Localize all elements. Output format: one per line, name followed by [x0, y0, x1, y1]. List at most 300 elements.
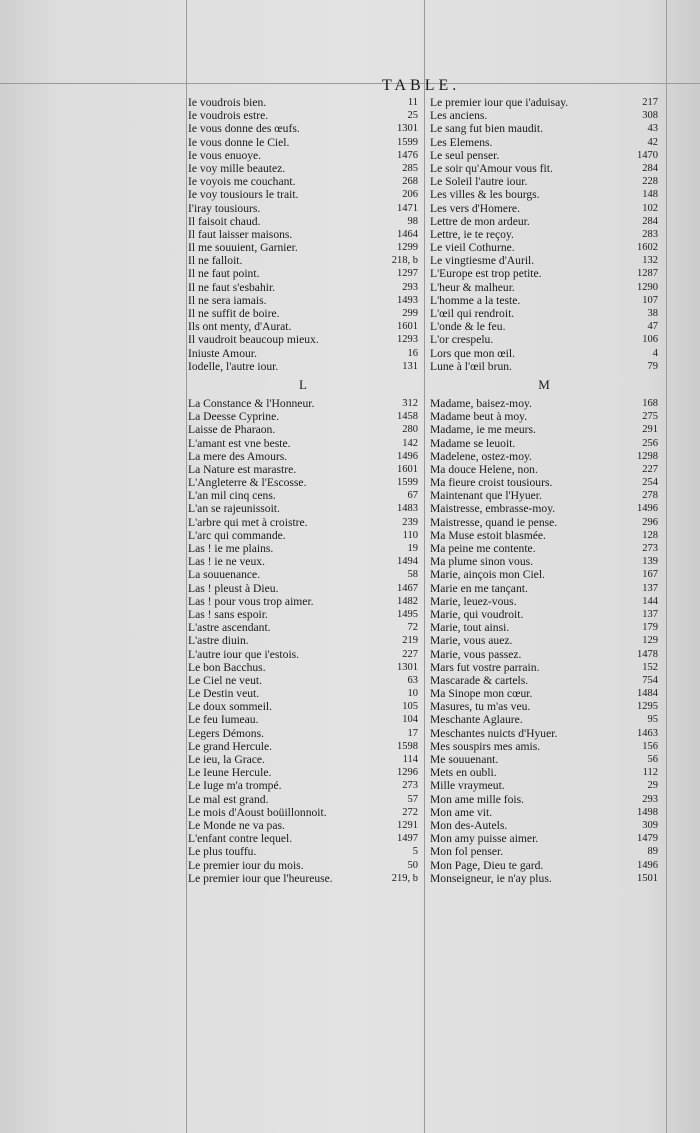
entry-title: Le grand Hercule.	[188, 739, 273, 753]
entry-page-number: 98	[407, 215, 418, 227]
entry-page-number: 1458	[397, 411, 418, 423]
entry-page-number: 1482	[397, 595, 418, 607]
entry-page-number: 179	[642, 622, 658, 634]
index-entry	[188, 333, 418, 346]
entry-title: I'iray tousiours.	[188, 201, 261, 215]
entry-title: Il vaudroit beaucoup mieux.	[188, 333, 319, 347]
index-entry	[430, 700, 658, 713]
index-entry	[430, 595, 658, 608]
entry-page-number: 29	[647, 780, 658, 792]
column-divider-rule	[424, 0, 425, 1133]
index-entry	[188, 463, 418, 476]
entry-page-number: 42	[647, 136, 658, 148]
entry-page-number: 227	[402, 648, 418, 660]
index-entry	[188, 753, 418, 766]
entry-title: Maintenant que l'Hyuer.	[430, 489, 542, 503]
entry-page-number: 112	[642, 767, 658, 779]
index-entry	[430, 555, 658, 568]
index-entry	[430, 608, 658, 621]
index-entry	[430, 766, 658, 779]
entry-page-number: 128	[642, 529, 658, 541]
entry-title: L'Europe est trop petite.	[430, 267, 542, 281]
entry-page-number: 280	[402, 424, 418, 436]
index-entry	[188, 175, 418, 188]
entry-page-number: 1301	[397, 123, 418, 135]
entry-page-number: 299	[402, 308, 418, 319]
entry-title: Le Soleil l'autre iour.	[430, 175, 528, 189]
entry-title: L'or crespelu.	[430, 333, 494, 347]
entry-page-number: 218, b	[391, 255, 418, 267]
entry-title: La souuenance.	[188, 568, 261, 582]
entry-title: Mon amy puisse aimer.	[430, 832, 539, 846]
index-entry	[188, 779, 418, 792]
index-entry	[430, 294, 658, 307]
entry-page-number: 296	[642, 516, 658, 528]
entry-title: L'homme a la teste.	[430, 293, 521, 307]
entry-title: Le premier iour du mois.	[188, 858, 304, 872]
entry-title: La Deesse Cyprine.	[188, 410, 280, 424]
index-entry	[188, 188, 418, 201]
entry-title: Las ! sans espoir.	[188, 607, 268, 621]
entry-title: Ie voy mille beautez.	[188, 161, 286, 175]
entry-page-number: 79	[647, 360, 658, 372]
entry-page-number: 1484	[637, 688, 658, 700]
entry-page-number: 1501	[637, 872, 658, 884]
entry-title: Le Monde ne va pas.	[188, 818, 285, 832]
entry-title: Le plus touffu.	[188, 845, 257, 859]
entry-page-number: 47	[647, 321, 658, 333]
index-entry	[188, 806, 418, 819]
entry-title: Le mois d'Aoust boüillonnoit.	[188, 805, 327, 819]
entry-page-number: 1291	[397, 819, 418, 831]
entry-title: Ma douce Helene, non.	[430, 462, 538, 476]
entry-title: Lettre, ie te reçoy.	[430, 227, 514, 241]
index-entry	[430, 819, 658, 832]
entry-title: Mars fut vostre parrain.	[430, 660, 540, 674]
index-entry	[430, 188, 658, 201]
entry-title: Les Elemens.	[430, 135, 493, 149]
entry-page-number: 58	[407, 569, 418, 581]
index-entry	[188, 347, 418, 360]
index-entry	[430, 228, 658, 241]
entry-title: Le premier iour que i'aduisay.	[430, 96, 569, 109]
index-entry	[188, 634, 418, 647]
entry-title: Masures, tu m'as veu.	[430, 700, 531, 714]
index-entry	[430, 360, 658, 373]
index-entry	[188, 713, 418, 726]
entry-page-number: 156	[642, 740, 658, 752]
entry-page-number: 1498	[637, 806, 658, 818]
entry-title: La Constance & l'Honneur.	[188, 396, 315, 410]
entry-page-number: 56	[647, 754, 658, 765]
entry-title: Il ne faut s'esbahir.	[188, 280, 276, 294]
index-entry	[430, 687, 658, 700]
entry-title: Mon ame mille fois.	[430, 792, 525, 806]
entry-title: Marie, leuez-vous.	[430, 594, 517, 608]
entry-title: Ie voyois me couchant.	[188, 175, 296, 189]
entry-page-number: 152	[642, 661, 658, 673]
index-entry	[430, 859, 658, 872]
entry-page-number: 139	[642, 556, 658, 568]
entry-page-number: 293	[642, 793, 658, 805]
entry-title: Le Destin veut.	[188, 687, 260, 701]
index-entry	[188, 832, 418, 845]
index-entry	[430, 727, 658, 740]
entry-page-number: 144	[642, 595, 658, 607]
index-entry	[188, 294, 418, 307]
entry-title: L'an mil cinq cens.	[188, 489, 276, 503]
index-entry	[430, 713, 658, 726]
entry-title: L'onde & le feu.	[430, 320, 506, 334]
index-entry	[430, 267, 658, 280]
index-entry	[430, 149, 658, 162]
index-entry	[430, 516, 658, 529]
entry-title: Le premier iour que l'heureuse.	[188, 871, 333, 885]
entry-title: L'œil qui rendroit.	[430, 307, 515, 320]
entry-page-number: 219, b	[391, 872, 418, 884]
right-index-column	[430, 96, 658, 885]
index-entry	[188, 489, 418, 502]
section-letter: L	[299, 376, 307, 392]
entry-page-number: 284	[642, 162, 658, 174]
entry-page-number: 148	[642, 189, 658, 201]
entry-title: Mon des-Autels.	[430, 818, 508, 832]
index-entry	[188, 437, 418, 450]
index-entry	[430, 568, 658, 581]
entry-title: Le vingtiesme d'Auril.	[430, 254, 535, 268]
entry-page-number: 1470	[637, 149, 658, 161]
entry-title: Mascarade & cartels.	[430, 673, 529, 687]
index-entry	[430, 410, 658, 423]
section-letter: M	[538, 376, 550, 392]
index-entry	[430, 529, 658, 542]
entry-page-number: 1601	[397, 321, 418, 333]
index-entry	[430, 793, 658, 806]
entry-title: L'arc qui commande.	[188, 528, 286, 542]
entry-title: Il faut laisser maisons.	[188, 227, 293, 241]
index-entry	[188, 96, 418, 109]
index-entry	[430, 542, 658, 555]
entry-title: Madame, baisez-moy.	[430, 396, 532, 410]
index-entry	[188, 267, 418, 280]
index-entry	[188, 410, 418, 423]
index-entry	[430, 674, 658, 687]
index-entry	[188, 241, 418, 254]
index-entry	[430, 502, 658, 515]
entry-page-number: 273	[642, 543, 658, 554]
entry-page-number: 50	[407, 859, 418, 871]
entry-title: La mere des Amours.	[188, 449, 288, 463]
index-entry	[188, 502, 418, 515]
entry-page-number: 131	[402, 360, 418, 372]
index-entry	[430, 307, 658, 320]
entry-page-number: 63	[407, 674, 418, 686]
entry-page-number: 132	[642, 255, 658, 267]
index-entry	[430, 832, 658, 845]
entry-page-number: 293	[402, 281, 418, 293]
entry-title: Le sang fut bien maudit.	[430, 122, 544, 136]
entry-title: L'arbre qui met à croistre.	[188, 515, 308, 529]
entry-page-number: 219	[402, 635, 418, 647]
entry-title: Mille vraymeut.	[430, 779, 505, 793]
index-entry	[430, 397, 658, 410]
index-entry	[188, 582, 418, 595]
entry-page-number: 137	[642, 608, 658, 620]
index-entry	[188, 149, 418, 162]
entry-title: Las ! ie me plains.	[188, 542, 274, 555]
entry-title: Lettre de mon ardeur.	[430, 214, 530, 228]
index-entry	[430, 661, 658, 674]
entry-page-number: 1293	[397, 334, 418, 346]
index-entry	[188, 661, 418, 674]
entry-title: Les anciens.	[430, 109, 488, 123]
entry-page-number: 1496	[637, 859, 658, 871]
index-entry	[430, 136, 658, 149]
entry-title: Las ! pour vous trop aimer.	[188, 594, 314, 608]
entry-page-number: 206	[402, 189, 418, 201]
index-entry	[430, 162, 658, 175]
entry-title: Lors que mon œil.	[430, 346, 516, 360]
entry-title: Ie voy tousiours le trait.	[188, 188, 299, 202]
index-entry	[188, 529, 418, 542]
entry-title: Marie, vous passez.	[430, 647, 522, 661]
entry-page-number: 1296	[397, 767, 418, 779]
index-entry	[188, 687, 418, 700]
entry-page-number: 1287	[637, 268, 658, 280]
entry-title: Le ieu, la Grace.	[188, 753, 265, 766]
entry-page-number: 102	[642, 202, 658, 214]
index-entry	[188, 595, 418, 608]
entry-page-number: 272	[402, 806, 418, 818]
entry-title: L'an se rajeunissoit.	[188, 502, 280, 516]
entry-page-number: 1467	[397, 582, 418, 594]
index-entry	[188, 109, 418, 122]
entry-page-number: 1463	[637, 727, 658, 739]
entry-title: Il ne suffit de boire.	[188, 307, 280, 320]
entry-title: Ie vous donne le Ciel.	[188, 135, 290, 149]
entry-title: L'enfant contre lequel.	[188, 832, 293, 846]
entry-page-number: 285	[402, 162, 418, 174]
entry-title: Ma peine me contente.	[430, 542, 536, 555]
entry-page-number: 1476	[397, 149, 418, 161]
index-entry	[188, 423, 418, 436]
index-entry	[188, 162, 418, 175]
index-entry	[188, 872, 418, 885]
entry-page-number: 4	[652, 347, 658, 359]
entry-page-number: 1471	[397, 202, 418, 214]
index-entry	[430, 437, 658, 450]
index-entry	[188, 516, 418, 529]
entry-page-number: 1483	[397, 503, 418, 515]
entry-page-number: 309	[642, 819, 658, 831]
index-entry	[188, 793, 418, 806]
index-entry	[188, 740, 418, 753]
index-entry	[188, 555, 418, 568]
entry-page-number: 1496	[637, 503, 658, 515]
entry-title: Madame, ie me meurs.	[430, 423, 536, 437]
index-entry	[188, 568, 418, 581]
entry-title: Ils ont menty, d'Aurat.	[188, 320, 292, 334]
index-entry	[430, 333, 658, 346]
entry-page-number: 129	[642, 635, 658, 647]
entry-page-number: 1601	[397, 463, 418, 475]
entry-title: Madame se leuoit.	[430, 436, 516, 450]
entry-title: Iodelle, l'autre iour.	[188, 359, 279, 373]
entry-page-number: 107	[642, 294, 658, 306]
index-entry	[430, 202, 658, 215]
entry-page-number: 43	[647, 123, 658, 135]
index-entry	[430, 423, 658, 436]
entry-title: Madelene, ostez-moy.	[430, 449, 532, 463]
entry-page-number: 283	[642, 228, 658, 240]
entry-title: Ma plume sinon vous.	[430, 555, 534, 569]
index-entry	[430, 254, 658, 267]
index-entry	[188, 307, 418, 320]
entry-page-number: 1301	[397, 661, 418, 673]
entry-title: Maistresse, embrasse-moy.	[430, 502, 556, 516]
left-index-column	[188, 96, 418, 885]
entry-title: Le doux sommeil.	[188, 700, 273, 714]
entry-page-number: 227	[642, 463, 658, 475]
entry-page-number: 11	[407, 97, 418, 108]
entry-page-number: 1298	[637, 450, 658, 462]
index-entry	[430, 845, 658, 858]
index-entry	[188, 360, 418, 373]
entry-title: Mon fol penser.	[430, 845, 504, 859]
entry-title: La Nature est marastre.	[188, 462, 297, 476]
entry-title: Marie, vous auez.	[430, 634, 513, 648]
entry-page-number: 1598	[397, 740, 418, 752]
entry-page-number: 25	[407, 110, 418, 122]
entry-page-number: 284	[642, 215, 658, 227]
index-entry	[188, 727, 418, 740]
entry-page-number: 167	[642, 569, 658, 581]
entry-page-number: 239	[402, 516, 418, 528]
entry-page-number: 1496	[397, 450, 418, 462]
index-entry	[430, 806, 658, 819]
entry-title: Il me souuient, Garnier.	[188, 241, 298, 255]
entry-page-number: 142	[402, 437, 418, 449]
index-entry	[430, 648, 658, 661]
entry-title: Ma fieure croist tousiours.	[430, 476, 553, 490]
entry-page-number: 275	[642, 411, 658, 423]
entry-title: Le vieil Cothurne.	[430, 241, 515, 255]
entry-title: Laisse de Pharaon.	[188, 423, 276, 437]
entry-page-number: 1602	[637, 242, 658, 254]
index-entry	[188, 819, 418, 832]
index-entry	[430, 122, 658, 135]
index-entry	[188, 215, 418, 228]
entry-page-number: 1497	[397, 833, 418, 845]
index-entry	[188, 845, 418, 858]
entry-title: L'autre iour que i'estois.	[188, 647, 300, 661]
index-entry	[430, 779, 658, 792]
entry-page-number: 1479	[637, 833, 658, 845]
entry-title: Le seul penser.	[430, 148, 500, 162]
entry-title: Le bon Bacchus.	[188, 660, 266, 674]
entry-title: Las ! pleust à Dieu.	[188, 581, 279, 595]
index-entry	[188, 621, 418, 634]
entry-page-number: 89	[647, 846, 658, 858]
entry-title: Ie vous donne des œufs.	[188, 122, 300, 136]
entry-page-number: 1495	[397, 608, 418, 620]
entry-page-number: 10	[407, 688, 418, 700]
entry-page-number: 168	[642, 397, 658, 409]
index-entry	[430, 740, 658, 753]
entry-page-number: 754	[642, 674, 658, 686]
entry-page-number: 57	[407, 793, 418, 805]
index-entry	[430, 463, 658, 476]
entry-title: Il ne sera iamais.	[188, 293, 267, 307]
index-entry	[188, 700, 418, 713]
entry-page-number: 217	[642, 97, 658, 108]
entry-page-number: 19	[407, 543, 418, 554]
entry-title: L'astre diuin.	[188, 634, 249, 648]
entry-page-number: 1290	[637, 281, 658, 293]
index-entry	[188, 397, 418, 410]
entry-title: Me souuenant.	[430, 753, 499, 766]
index-entry	[188, 122, 418, 135]
entry-page-number: 1297	[397, 268, 418, 280]
entry-title: L'amant est vne beste.	[188, 436, 291, 450]
index-entry	[430, 872, 658, 885]
entry-title: Les villes & les bourgs.	[430, 188, 540, 202]
index-entry	[430, 215, 658, 228]
margin-rule-left	[186, 0, 187, 1133]
entry-page-number: 1478	[637, 648, 658, 660]
entry-page-number: 137	[642, 582, 658, 594]
entry-title: Marie, ainçois mon Ciel.	[430, 568, 545, 582]
entry-title: Meschantes nuicts d'Hyuer.	[430, 726, 558, 740]
entry-page-number: 268	[402, 176, 418, 188]
entry-title: Mets en oubli.	[430, 766, 497, 780]
index-entry	[430, 476, 658, 489]
entry-page-number: 105	[402, 701, 418, 713]
entry-title: L'heur & malheur.	[430, 280, 515, 294]
entry-page-number: 312	[402, 397, 418, 409]
index-entry	[188, 136, 418, 149]
index-entry	[430, 241, 658, 254]
entry-title: Le Ieune Hercule.	[188, 766, 272, 780]
entry-page-number: 273	[402, 780, 418, 792]
entry-title: Le Iuge m'a trompé.	[188, 779, 282, 793]
entry-title: Ma Muse estoit blasmée.	[430, 528, 546, 542]
entry-page-number: 254	[642, 477, 658, 489]
entry-title: Il ne faut point.	[188, 267, 260, 281]
entry-title: Ie voudrois bien.	[188, 96, 267, 109]
entry-title: L'Angleterre & l'Escosse.	[188, 476, 307, 490]
index-entry	[430, 634, 658, 647]
entry-page-number: 1494	[397, 556, 418, 568]
index-entry	[430, 582, 658, 595]
index-entry	[188, 450, 418, 463]
entry-page-number: 104	[402, 714, 418, 726]
entry-title: Mon Page, Dieu te gard.	[430, 858, 544, 872]
entry-page-number: 228	[642, 176, 658, 188]
index-entry	[430, 753, 658, 766]
entry-title: Mon ame vit.	[430, 805, 493, 819]
index-entry	[430, 281, 658, 294]
entry-title: Ma Sinope mon cœur.	[430, 687, 533, 701]
entry-page-number: 1464	[397, 228, 418, 240]
index-entry	[430, 175, 658, 188]
entry-title: Maistresse, quand ie pense.	[430, 515, 558, 529]
entry-title: Marie, qui voudroit.	[430, 607, 524, 621]
entry-title: Meschante Aglaure.	[430, 713, 523, 727]
index-entry	[188, 766, 418, 779]
index-entry	[188, 320, 418, 333]
entry-page-number: 67	[407, 490, 418, 502]
